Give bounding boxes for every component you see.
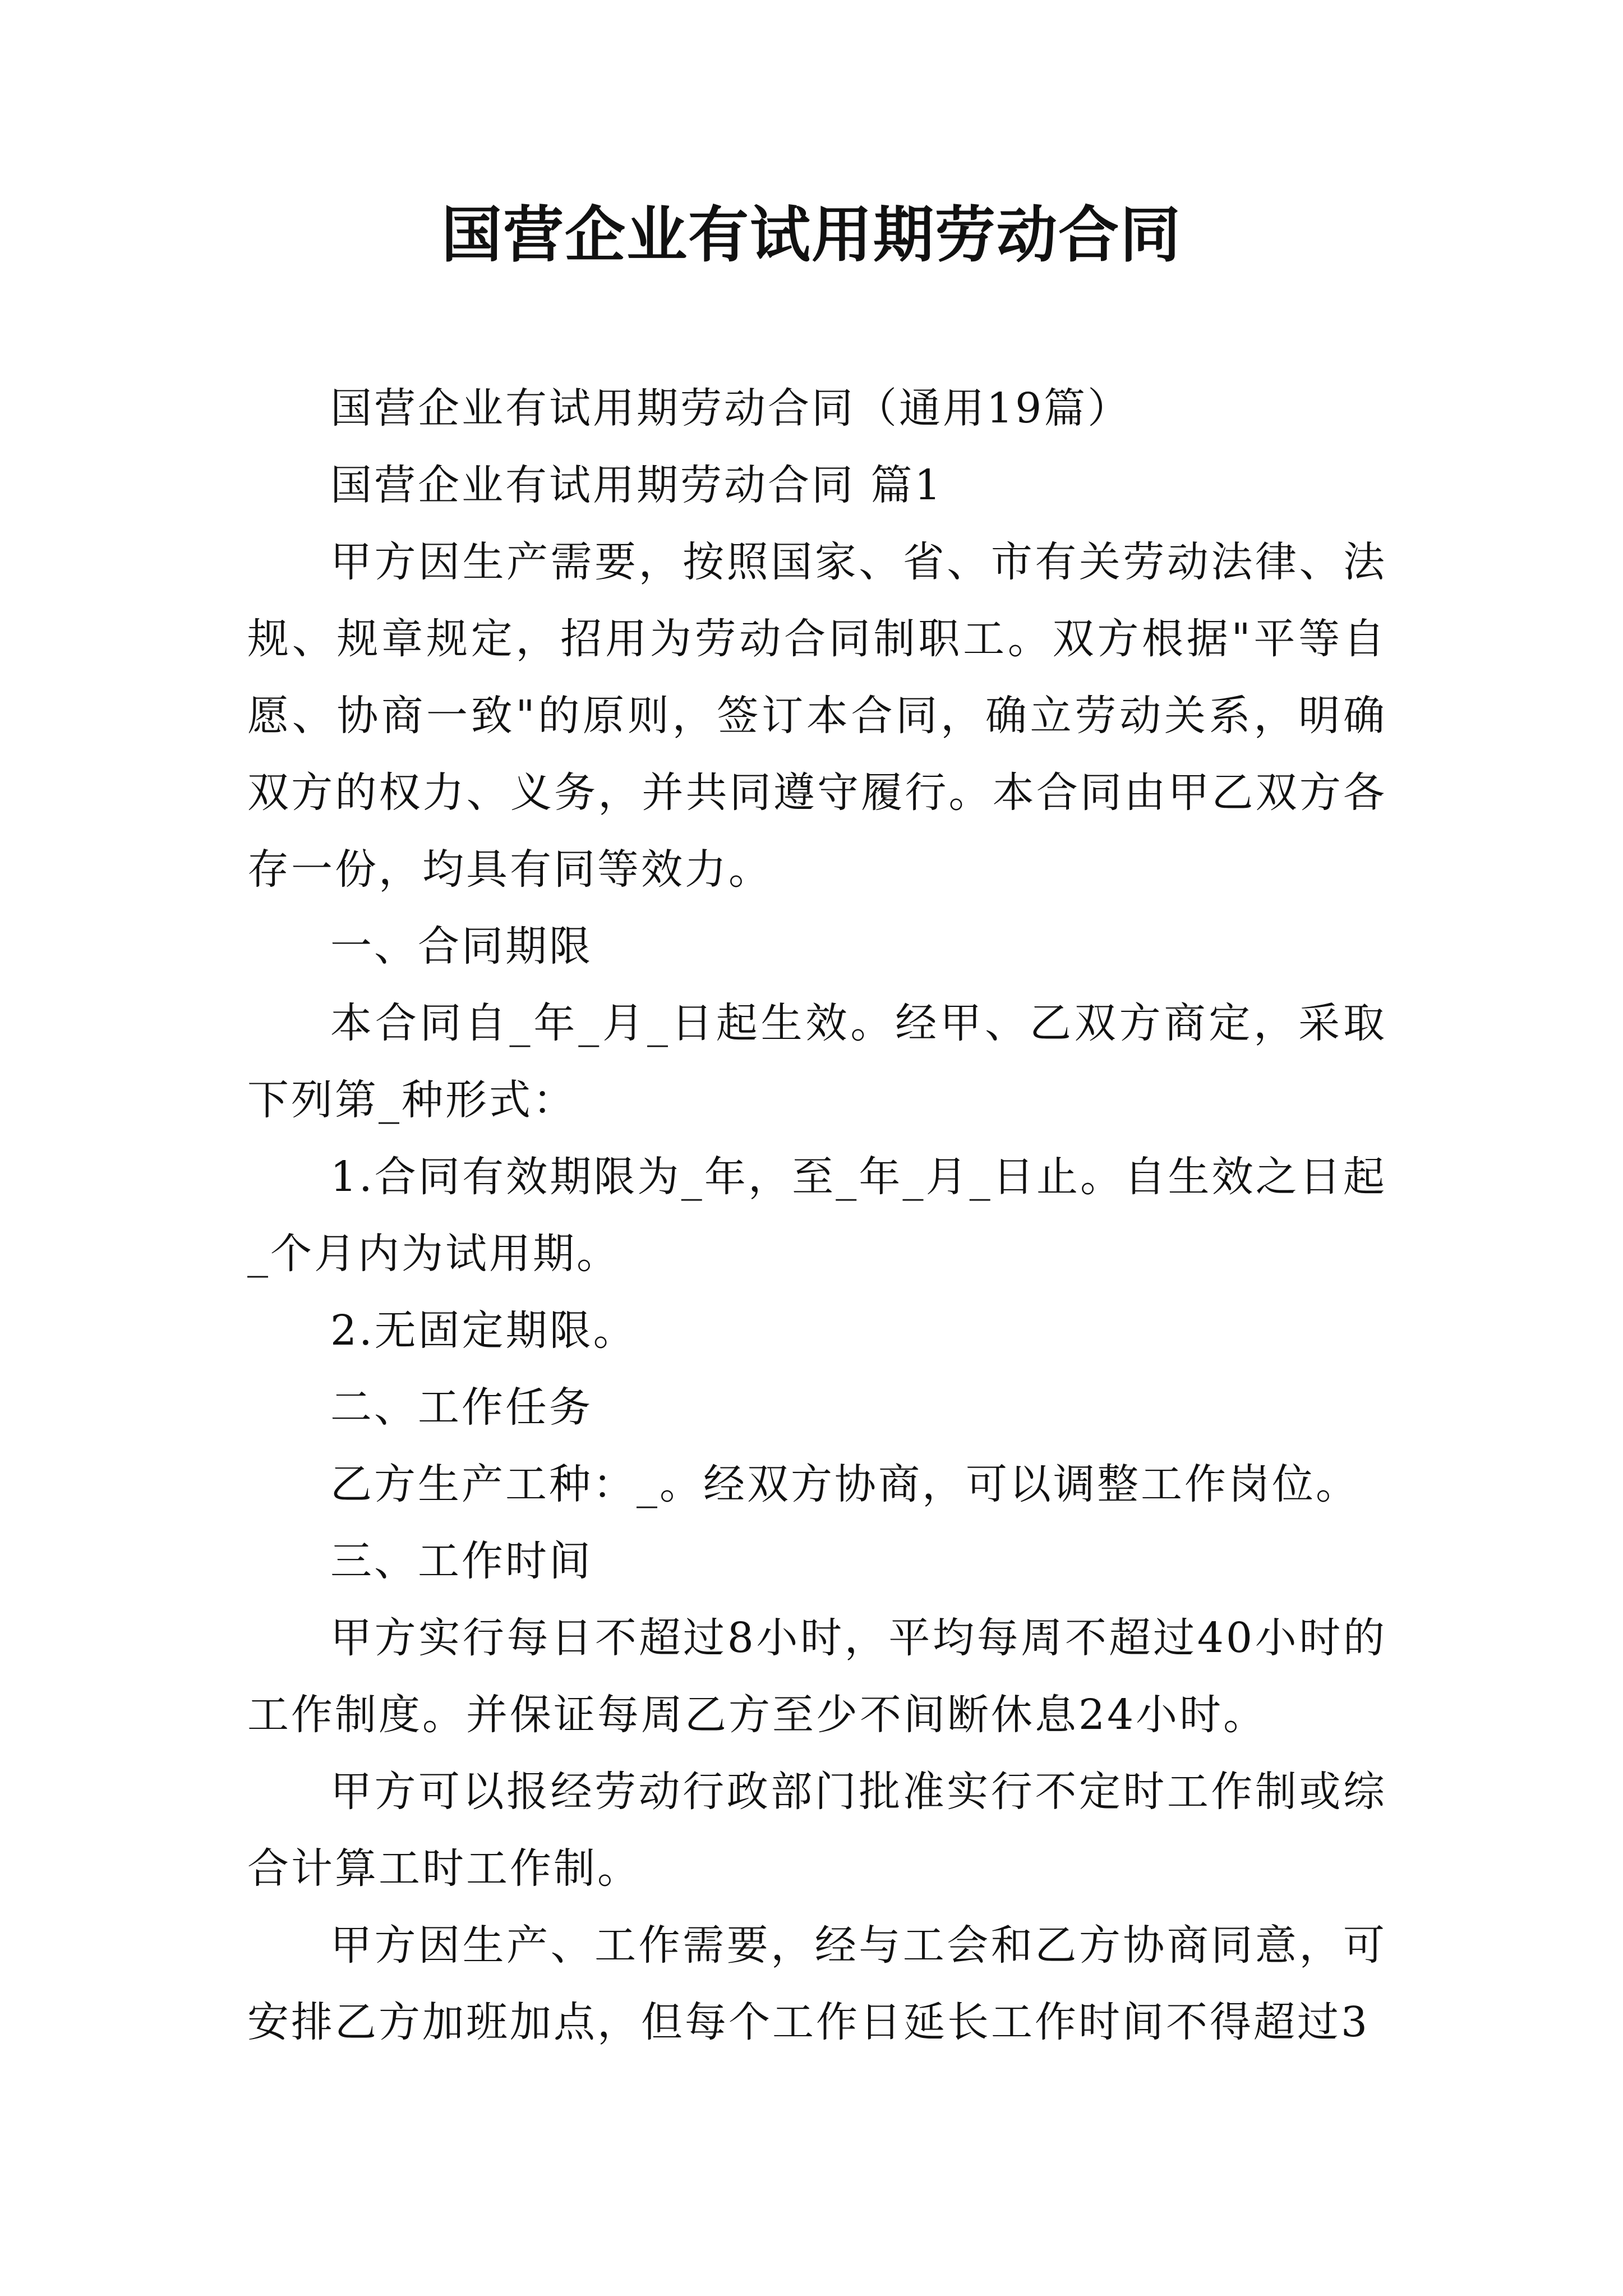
body-paragraph: 甲方因生产需要，按照国家、省、市有关劳动法律、法规、规章规定，招用为劳动合同制职工。双方根据"平等自愿、协商一致"的原则，签订本合同，确立劳动关系，明确双方的权力、义务，并共同遵守履行。本合同由甲乙双方各存一份，均具有同等效力。 xyxy=(247,538,1387,894)
clause-heading: 二、工作任务 xyxy=(330,1383,593,1432)
subtitle-paragraph: 国营企业有试用期劳动合同（通用19篇） xyxy=(330,384,1132,432)
list-item: 2.无固定期限。 xyxy=(330,1306,637,1355)
section-heading: 国营企业有试用期劳动合同 篇1 xyxy=(330,461,943,509)
body-paragraph: 甲方可以报经劳动行政部门批准实行不定时工作制或综合计算工时工作制。 xyxy=(247,1768,1387,1893)
body-paragraph: 乙方生产工种：_。经双方协商，可以调整工作岗位。 xyxy=(330,1460,1359,1508)
clause-heading: 一、合同期限 xyxy=(330,922,593,970)
document-body xyxy=(247,370,1387,2061)
body-paragraph: 甲方实行每日不超过8小时，平均每周不超过40小时的工作制度。并保证每周乙方至少不间断休息24小时。 xyxy=(247,1614,1387,1739)
clause-heading: 三、工作时间 xyxy=(330,1537,593,1585)
document-title: 国营企业有试用期劳动合同 xyxy=(441,200,1182,270)
body-paragraph: 甲方因生产、工作需要，经与工会和乙方协商同意，可安排乙方加班加点，但每个工作日延长工作时间不得超过3 xyxy=(247,1921,1387,2046)
list-item: 1.合同有效期限为_年，至_年_月_日止。自生效之日起_个月内为试用期。 xyxy=(247,1153,1387,1278)
body-paragraph: 本合同自_年_月_日起生效。经甲、乙双方商定，采取下列第_种形式： xyxy=(247,999,1387,1124)
